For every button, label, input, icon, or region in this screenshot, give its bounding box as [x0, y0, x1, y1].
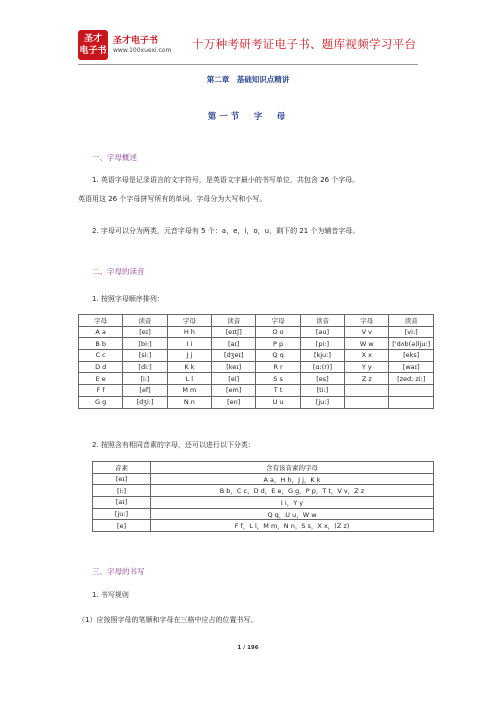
table-cell: Y y [345, 361, 389, 373]
table-cell: F f [79, 385, 123, 397]
table-cell: [i:] [123, 373, 167, 385]
heading-writing: 三、字母的书写 [92, 567, 145, 576]
table-cell: H h [167, 326, 211, 338]
table-cell: Q q，U u，W w [151, 508, 434, 520]
table-row [79, 361, 434, 373]
table-cell: [waɪ] [389, 361, 434, 373]
page-header [78, 28, 438, 64]
table-cell: [si:] [123, 350, 167, 362]
table-row [79, 373, 434, 385]
table-cell: U u [256, 396, 300, 408]
table-cell: [ef] [123, 385, 167, 397]
table-cell [389, 396, 434, 408]
brand-name: 圣才电子书 [113, 36, 159, 46]
table-cell: [eks] [389, 350, 434, 362]
table-cell: C c [79, 350, 123, 362]
table-cell: B b [79, 338, 123, 350]
table-cell: [ju:] [300, 396, 344, 408]
table-cell: [dʒeɪ] [212, 350, 256, 362]
table-cell: A a [79, 326, 123, 338]
table-row [79, 338, 434, 350]
table-cell: [eɪ] [123, 326, 167, 338]
table-header-cell: 字母 [167, 315, 211, 327]
table-cell: G g [79, 396, 123, 408]
table-cell: L l [167, 373, 211, 385]
alphabet-table [78, 314, 434, 409]
table-header-cell: 读音 [300, 315, 344, 327]
brand-url[interactable]: www.100xuexi.com [113, 47, 172, 54]
table-cell: [es] [300, 373, 344, 385]
table-cell: J j [167, 350, 211, 362]
table-header-cell: 字母 [79, 315, 123, 327]
table-row [79, 326, 434, 338]
table-cell: [pi:] [300, 338, 344, 350]
table-cell [345, 385, 389, 397]
table-header-cell: 字母 [345, 315, 389, 327]
table-row [93, 497, 434, 509]
paragraph-rules: 1. 书写规则 [92, 591, 129, 599]
table-cell: X x [345, 350, 389, 362]
table-header-cell: 含有该音素的字母 [151, 462, 434, 474]
table-cell: V v [345, 326, 389, 338]
table-row [93, 485, 434, 497]
phoneme-table [92, 461, 434, 532]
table-cell: T t [256, 385, 300, 397]
header-divider [78, 64, 418, 65]
paragraph-rule-1: （1）应按照字母的笔顺和字母在三格中应占的位置书写。 [78, 616, 258, 624]
table-cell: R r [256, 361, 300, 373]
table-row [79, 385, 434, 397]
table-cell: Q q [256, 350, 300, 362]
table-cell: E e [79, 373, 123, 385]
table-cell: K k [167, 361, 211, 373]
table-cell: [ju:] [93, 508, 151, 520]
table-cell: I i，Y y [151, 497, 434, 509]
paragraph-1a: 1. 英语字母是记录语言的文字符号，是英语文字最小的书写单位，共包含 26 个字母。 [92, 176, 360, 184]
paragraph-2: 2. 字母可以分为两类，元音字母有 5 个：a，e，i，o，u，剩下的 21 个为辅音字母。 [92, 227, 360, 235]
table-cell [345, 396, 389, 408]
paragraph-classification: 2. 按照含有相同音素的字母，还可以进行以下分类： [92, 441, 255, 449]
table-header-row [79, 315, 434, 327]
logo-line-2: 电子书 [79, 46, 107, 56]
table-cell: N n [167, 396, 211, 408]
table-cell: [zed; zi:] [389, 373, 434, 385]
table-cell: [aɪ] [212, 338, 256, 350]
chapter-title: 第二章 基础知识点精讲 [206, 75, 290, 84]
table-row [79, 350, 434, 362]
table-cell: [di:] [123, 361, 167, 373]
table-cell: [en] [212, 396, 256, 408]
table-cell: [əu] [300, 326, 344, 338]
header-slogan: 十万种考研考证电子书、题库视频学习平台 [192, 37, 417, 51]
table-row [93, 520, 434, 532]
table-cell: A a，H h，J j，K k [151, 473, 434, 485]
table-header-cell: 音素 [93, 462, 151, 474]
table-cell: D d [79, 361, 123, 373]
table-cell: [aɪ] [93, 497, 151, 509]
table-header-cell: 字母 [256, 315, 300, 327]
table-cell: [eɪtʃ] [212, 326, 256, 338]
table-row [79, 396, 434, 408]
table-cell: S s [256, 373, 300, 385]
table-header-cell: 读音 [123, 315, 167, 327]
table-cell: [keɪ] [212, 361, 256, 373]
table-cell: [e] [93, 520, 151, 532]
table-cell: I i [167, 338, 211, 350]
table-cell: P p [256, 338, 300, 350]
page-number: 1 / 196 [237, 645, 259, 651]
table-cell: [eɪ] [93, 473, 151, 485]
table-cell: M m [167, 385, 211, 397]
table-cell [389, 385, 434, 397]
table-cell: [bi:] [123, 338, 167, 350]
heading-overview: 一、字母概述 [92, 153, 137, 162]
paragraph-1b: 英语用这 26 个字母拼写所有的单词。字母分为大写和小写。 [78, 195, 267, 203]
table-cell: Z z [345, 373, 389, 385]
table-header-cell: 读音 [389, 315, 434, 327]
paragraph-order: 1. 按照字母顺序排列： [92, 295, 164, 303]
logo-line-1: 圣才 [83, 34, 102, 44]
table-cell: B b，C c，D d，E e，G g，P p，T t，V v，Z z [151, 485, 434, 497]
table-header-cell: 读音 [212, 315, 256, 327]
table-cell: [kju:] [300, 350, 344, 362]
table-cell: O o [256, 326, 300, 338]
table-cell: [ɑ:(r)] [300, 361, 344, 373]
table-row [93, 473, 434, 485]
table-cell: F f，L l，M m，N n，S s，X x，(Z z) [151, 520, 434, 532]
brand-logo [78, 30, 108, 60]
table-header-row [93, 462, 434, 474]
table-cell: W w [345, 338, 389, 350]
section-title: 第一节 字 母 [207, 112, 289, 122]
table-cell: [em] [212, 385, 256, 397]
table-cell: [dʒi:] [123, 396, 167, 408]
table-cell: [i:] [93, 485, 151, 497]
table-cell: [vi:] [389, 326, 434, 338]
table-cell: [ti:] [300, 385, 344, 397]
table-row [93, 508, 434, 520]
table-cell: [el] [212, 373, 256, 385]
table-cell: ['dʌb(ə)lju:] [389, 338, 434, 350]
heading-pronunciation: 二、字母的读音 [92, 267, 145, 276]
